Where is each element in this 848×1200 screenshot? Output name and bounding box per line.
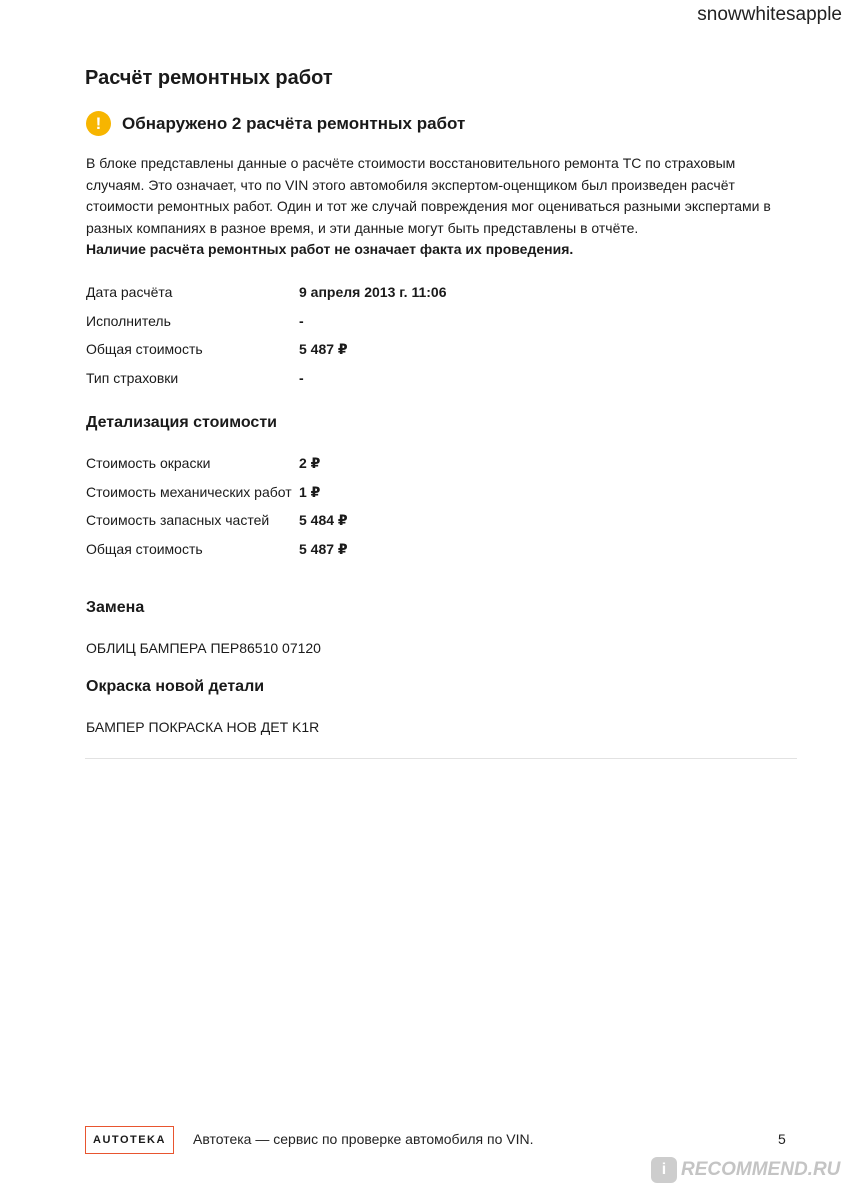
description bbox=[86, 153, 801, 261]
replacement-item: ОБЛИЦ БАМПЕРА ПЕР86510 07120 bbox=[86, 640, 321, 656]
exclamation-icon: ! bbox=[86, 111, 111, 136]
username: snowwhitesapple bbox=[697, 4, 842, 25]
row-value: - bbox=[299, 312, 304, 329]
painting-heading: Окраска новой детали bbox=[86, 678, 265, 695]
row-value: 1 ₽ bbox=[299, 483, 321, 500]
row-label: Стоимость механических работ bbox=[86, 483, 292, 500]
row-label: Стоимость окраски bbox=[86, 455, 211, 471]
row-label: Тип страховки bbox=[86, 369, 179, 386]
row-label: Общая стоимость bbox=[86, 540, 203, 557]
row-value: 5 484 ₽ bbox=[299, 512, 348, 528]
page-number: 5 bbox=[778, 1131, 786, 1147]
description-line: случаям. Это означает, что по VIN этого автомобиля экспертом-оценщиком был произведен расчёт bbox=[86, 176, 735, 193]
alert-text: Обнаружено 2 расчёта ремонтных работ bbox=[122, 113, 466, 133]
alert bbox=[86, 111, 465, 136]
divider bbox=[85, 758, 797, 759]
description-note: Наличие расчёта ремонтных работ не означает факта их проведения. bbox=[86, 241, 574, 257]
watermark bbox=[651, 1157, 840, 1183]
recommend-logo-icon: i bbox=[651, 1157, 677, 1183]
footer-tagline: Автотека — сервис по проверке автомобиля по VIN. bbox=[193, 1131, 534, 1147]
row-label: Общая стоимость bbox=[86, 341, 203, 357]
description-line: стоимости ремонтных работ. Один и тот же случай повреждения мог оцениваться разными экспертами в bbox=[86, 198, 771, 214]
cost-details-heading: Детализация стоимости bbox=[86, 414, 277, 431]
row-value: 2 ₽ bbox=[299, 455, 321, 471]
watermark-text: RECOMMEND.RU bbox=[681, 1159, 841, 1180]
row-value: 9 апреля 2013 г. 11:06 bbox=[299, 284, 447, 300]
row-label: Дата расчёта bbox=[86, 284, 173, 300]
page-title: Расчёт ремонтных работ bbox=[85, 67, 333, 89]
replacement-heading: Замена bbox=[86, 599, 145, 616]
autoteka-logo: AUTOTEKA bbox=[85, 1126, 174, 1154]
row-value: - bbox=[299, 369, 304, 386]
row-value: 5 487 ₽ bbox=[299, 341, 348, 357]
row-value: 5 487 ₽ bbox=[299, 540, 348, 557]
row-label: Стоимость запасных частей bbox=[86, 512, 270, 528]
description-line: разных компаниях в разное время, и эти данные могут быть представлены в отчёте. bbox=[86, 219, 639, 236]
row-label: Исполнитель bbox=[86, 312, 171, 329]
description-line: В блоке представлены данные о расчёте стоимости восстановительного ремонта ТС по страховым bbox=[86, 155, 736, 171]
painting-item: БАМПЕР ПОКРАСКА НОВ ДЕТ K1R bbox=[86, 719, 320, 735]
